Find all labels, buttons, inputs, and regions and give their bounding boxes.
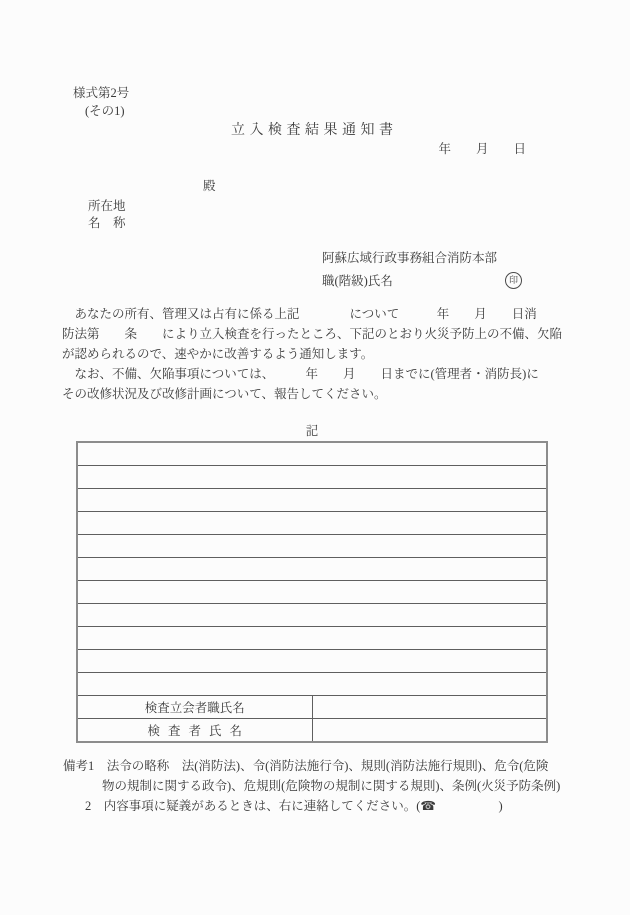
form-variant: (その1): [85, 104, 125, 118]
remark-line: 物の規制に関する政令)、危規則(危険物の規制に関する規則)、条例(火災予防条例): [102, 779, 561, 793]
remark-line: 備考1 法令の略称 法(消防法)、令(消防法施行令)、規則(消防法施行規則)、危令(危険: [63, 759, 549, 773]
witness-value-cell: [312, 696, 547, 719]
inspection-table-row: [77, 558, 547, 581]
inspection-table-row: [77, 673, 547, 696]
inspection-entry-cell: [77, 673, 547, 696]
body-line: が認められるので、速やかに改善するよう通知します。: [62, 347, 374, 361]
issuer-organization: 阿蘇広域行政事務組合消防本部: [322, 251, 498, 265]
inspection-table-row: [77, 442, 547, 466]
inspection-entry-cell: [77, 512, 547, 535]
inspection-table-row: [77, 650, 547, 673]
seal-icon: 印: [505, 272, 522, 289]
notification-body: [62, 304, 562, 404]
inspection-table-row: [77, 466, 547, 489]
remarks-section: [63, 756, 573, 816]
inspection-entry-cell: [77, 558, 547, 581]
inspector-row: [77, 719, 547, 743]
inspector-value-cell: [312, 719, 547, 743]
inspection-results-table: [76, 441, 548, 743]
name-label: 名 称: [88, 216, 126, 230]
inspection-table-row: [77, 627, 547, 650]
page-title: 立入検査結果通知書: [231, 123, 398, 138]
inspection-entry-cell: [77, 604, 547, 627]
body-line: なお、不備、欠陥事項については、 年 月 日までに(管理者・消防長)に: [62, 367, 539, 381]
inspection-entry-cell: [77, 466, 547, 489]
inspection-entry-cell: [77, 581, 547, 604]
witness-label: 検査立会者職氏名: [77, 696, 312, 719]
body-line: あなたの所有、管理又は占有に係る上記 について 年 月 日消: [62, 307, 537, 321]
date-blank-line: 年 月 日: [438, 142, 526, 156]
issuer-signer-label: 職(階級)氏名: [322, 274, 393, 288]
body-line: 防法第 条 により立入検査を行ったところ、下記のとおり火災予防上の不備、欠陥: [62, 327, 563, 341]
addressee-honorific: 殿: [203, 179, 216, 193]
inspection-table-row: [77, 489, 547, 512]
inspection-entry-cell: [77, 627, 547, 650]
inspection-entry-cell: [77, 650, 547, 673]
inspection-entry-cell: [77, 442, 547, 466]
inspector-label: 検査者氏名: [77, 719, 312, 743]
inspection-table-row: [77, 604, 547, 627]
body-line: その改修状況及び改修計画について、報告してください。: [62, 387, 387, 401]
location-label: 所在地: [88, 199, 126, 213]
form-number: 様式第2号: [73, 86, 130, 100]
witness-row: [77, 696, 547, 719]
inspection-table-row: [77, 512, 547, 535]
record-heading: 記: [305, 424, 319, 438]
remark-line: 2 内容事項に疑義があるときは、右に連絡してください。(☎ ): [85, 799, 503, 813]
inspection-table-empty-rows: [77, 442, 547, 696]
inspection-table-row: [77, 535, 547, 558]
inspection-entry-cell: [77, 489, 547, 512]
inspection-entry-cell: [77, 535, 547, 558]
inspection-table-row: [77, 581, 547, 604]
